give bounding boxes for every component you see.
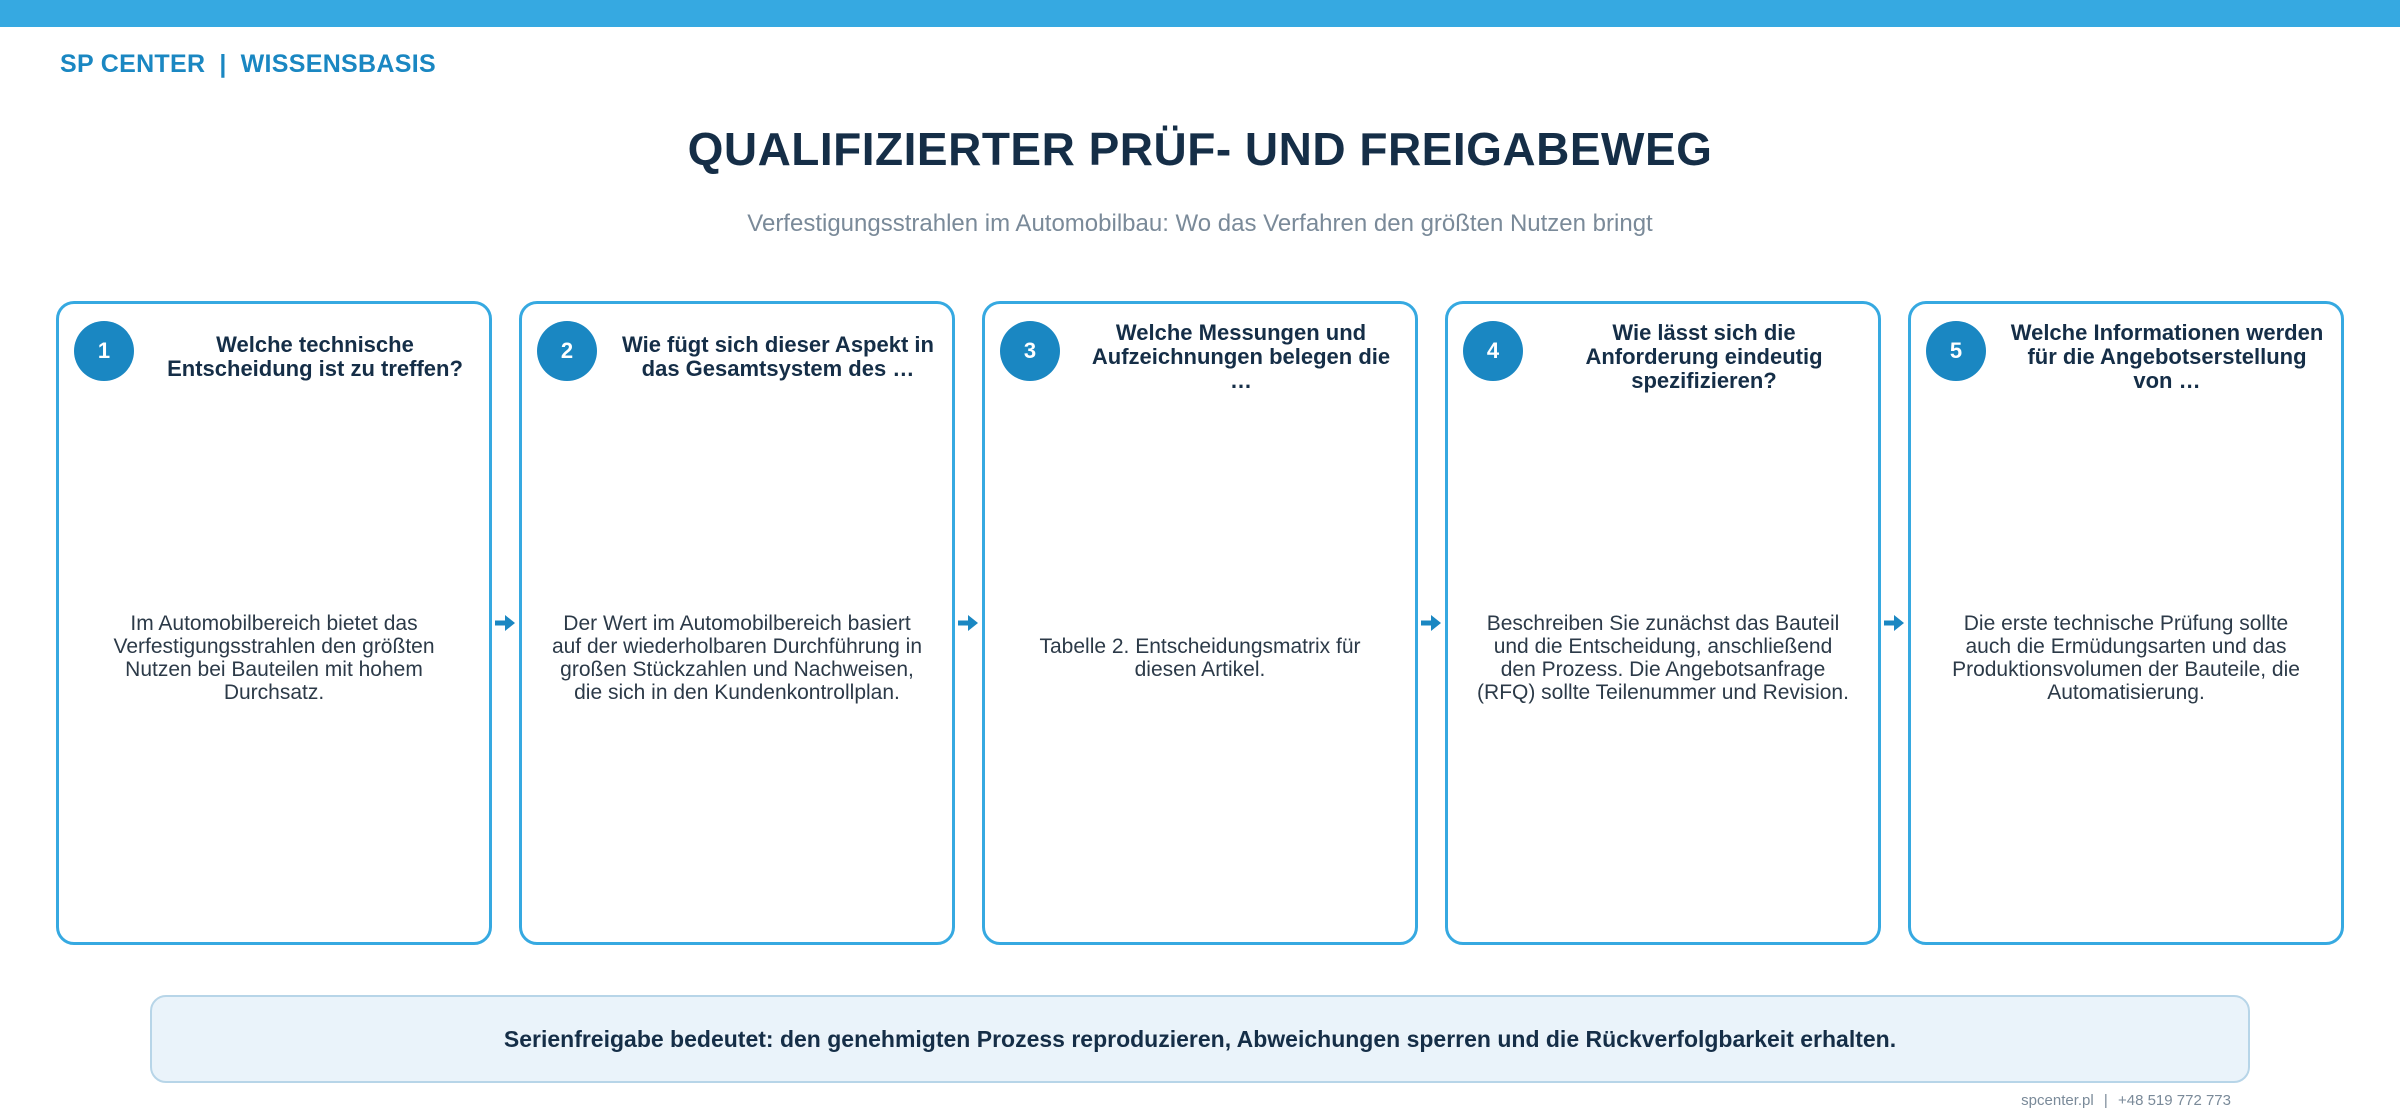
step-number-badge: 4 <box>1463 321 1523 381</box>
contact-info <box>2021 1092 2231 1109</box>
step-question: Wie lässt sich die Anforderung eindeutig spezifizieren? <box>1585 320 1823 393</box>
page-subtitle: Verfestigungsstrahlen im Automobilbau: Wo das Verfahren den größten Nutzen bringt <box>747 210 1653 237</box>
brand-separator: | <box>219 50 227 78</box>
section-name: WISSENSBASIS <box>240 50 436 78</box>
step-question: Welche technische Entscheidung ist zu treffen? <box>167 332 463 381</box>
step-number-badge: 5 <box>1926 321 1986 381</box>
step-number-badge: 1 <box>74 321 134 381</box>
summary-note-text: Serienfreigabe bedeutet: den genehmigten Prozess reproduzieren, Abweichungen sperren und die Rückverfolgbarkeit erhalten. <box>503 1025 1897 1052</box>
step-card-3 <box>982 301 1418 945</box>
arrow-right-icon <box>1883 612 1905 634</box>
summary-note <box>150 995 2250 1083</box>
step-description: Der Wert im Automobilbereich basiert auf der wiederholbaren Durchführung in großen Stückzahlen und Nachweisen, die sich in den Kundenkontrollplan. <box>551 612 923 704</box>
step-card-5 <box>1908 301 2344 945</box>
step-number-badge: 3 <box>1000 321 1060 381</box>
step-description: Tabelle 2. Entscheidungsmatrix für diesen Artikel. <box>1039 635 1361 681</box>
page-title: QUALIFIZIERTER PRÜF- UND FREIGABEWEG <box>687 123 1713 175</box>
top-accent-bar <box>0 0 2400 27</box>
website-link[interactable]: spcenter.pl <box>2021 1092 2094 1109</box>
phone-number: +48 519 772 773 <box>2117 1092 2231 1109</box>
step-question: Welche Messungen und Aufzeichnungen belegen die … <box>1091 320 1391 393</box>
arrow-right-icon <box>494 612 516 634</box>
step-card-2 <box>519 301 955 945</box>
step-number-badge: 2 <box>537 321 597 381</box>
step-description: Beschreiben Sie zunächst das Bauteil und die Entscheidung, anschließend den Prozess. Die Angebotsanfrage (RFQ) sollte Teilenummer und Revision. <box>1477 612 1849 704</box>
step-card-4 <box>1445 301 1881 945</box>
step-question: Welche Informationen werden für die Angebotserstellung von … <box>2010 320 2324 393</box>
step-description: Im Automobilbereich bietet das Verfestigungsstrahlen den größten Nutzen bei Bauteilen mit hohem Durchsatz. <box>113 612 435 704</box>
arrow-right-icon <box>1420 612 1442 634</box>
contact-separator: | <box>2103 1092 2108 1109</box>
step-description: Die erste technische Prüfung sollte auch die Ermüdungsarten und das Produktionsvolumen der Bauteile, die Automatisierung. <box>1952 612 2300 704</box>
step-card-1 <box>56 301 492 945</box>
brand-name: SP CENTER <box>60 50 206 78</box>
step-question: Wie fügt sich dieser Aspekt in das Gesamtsystem des … <box>622 332 934 381</box>
brand-header <box>60 50 436 79</box>
arrow-right-icon <box>957 612 979 634</box>
